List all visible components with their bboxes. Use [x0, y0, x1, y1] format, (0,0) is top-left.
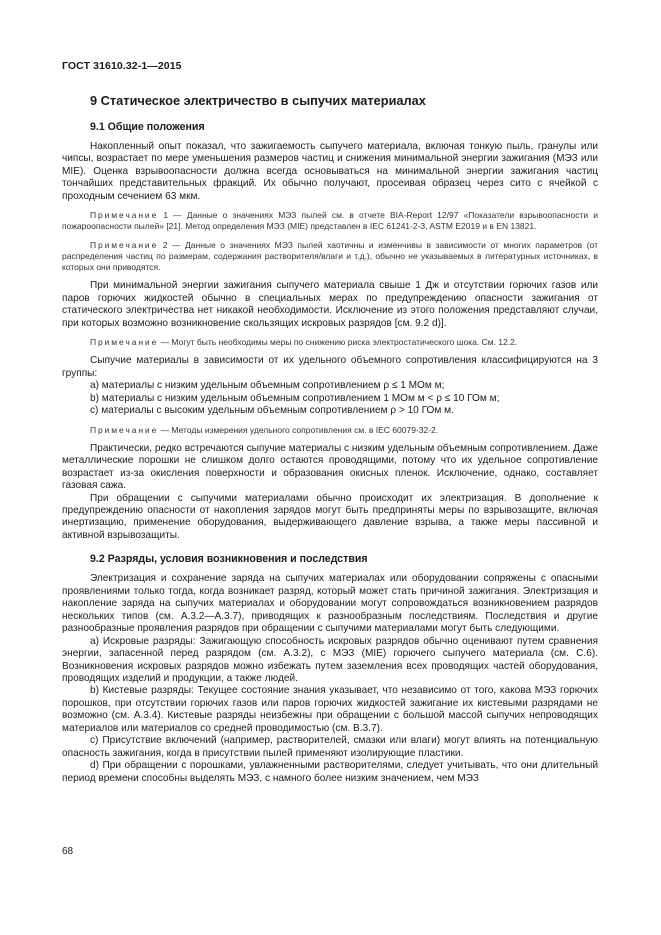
note-text: — Методы измерения удельного сопротивления см. в IEC 60079-32-2.	[158, 424, 439, 435]
paragraph: При минимальной энергии зажигания сыпучего материала свыше 1 Дж и отсутствии горючих газов или паров горючих жидкостей обычно в специальных мерах по предупреждению опасности зажигания от статического электричества нет никакой необходимости. Исключение из этого положения представляют случаи, при которых возможно возникновение скользящих искровых разрядов [см. 9.2 d)].	[62, 280, 598, 329]
note-text: — Могут быть необходимы меры по снижению риска электростатического шока. См. 12.2.	[158, 337, 518, 348]
list-item: c) материалы с высоким удельным объемным сопротивлением ρ > 10 ГОм м.	[90, 405, 454, 417]
note-4	[62, 425, 598, 436]
paragraph: Накопленный опыт показал, что зажигаемость сыпучего материала, включая тонкую пыль, гранулы или чипсы, возрастает по мере уменьшения размеров частиц и снижения минимальной энергии зажигания (МЭЗ или MIE). Оценка взрывоопасности должна всегда основываться на минимальной энергии зажигания частиц тончайших представительных фракций. Их обычно получают, просеивая образец через сито с ячейкой с проходным сечением 63 мкм.	[62, 141, 598, 202]
paragraph: c) Присутствие включений (например, растворителей, смазки или влаги) могут влиять на потенциальную опасность зажигания, когда в присутствии пылей применяют изолирующие пластики.	[62, 735, 598, 759]
list-item: a) материалы с низким удельным объемным сопротивлением ρ ≤ 1 МОм м;	[90, 380, 445, 392]
subsection-9-1-title: 9.1 Общие положения	[90, 121, 205, 133]
note-2	[62, 240, 598, 274]
paragraph: b) Кистевые разряды: Текущее состояние знания указывает, что независимо от того, какова МЭЗ горючих порошков, при отсутствии горючих газов или паров горючих жидкостей зажигание их кистевыми разрядами не возможно (см. А.3.4). Кистевые разряды неизбежны при обращении с большой массой сыпучих непроводящих материалов или материалов со средней проводимостью (см. В.3.7).	[62, 685, 598, 734]
note-label: Примечание	[90, 239, 159, 250]
subsection-9-2-title: 9.2 Разряды, условия возникновения и последствия	[90, 553, 368, 566]
note-label: Примечание	[90, 210, 159, 221]
note-3	[62, 337, 598, 348]
note-label: Примечание	[90, 424, 159, 435]
paragraph: При обращении с сыпучими материалами обычно происходит их электризация. В дополнение к предупреждению опасности от накопления зарядов могут быть предприняты меры по взрывозащите, включая инертизацию, применение оборудования, выдерживающего давление взрыва, а также меры пассивной и активной взрывозащиты.	[62, 492, 598, 541]
page-content	[62, 93, 598, 785]
document-header: ГОСТ 31610.32-1—2015	[62, 60, 182, 72]
page-number: 68	[62, 846, 74, 857]
paragraph: Электризация и сохранение заряда на сыпучих материалах или оборудовании сопряжены с опасными проявлениями только тогда, когда возникает разряд, который может стать причиной зажигания. Электризация и накопление заряда на сыпучих материалах и оборудовании могут сопровождаться возникновением разрядов нескольких типов (см. А.3.2—А.3.7), приводящих к разнообразным последствиям. Последствия и другие разнообразные проявления разрядов при обращении с сыпучими материалами могут быть следующими.	[62, 573, 598, 635]
section-title: 9 Статическое электричество в сыпучих материалах	[90, 93, 426, 108]
paragraph: Практически, редко встречаются сыпучие материалы с низким удельным объемным сопротивлением. Даже металлические порошки не слишком долго остаются проводящими, потому что их удельное сопротивление возрастает из-за окисления поверхности и образования окисных пленок. Исключение, однако, составляет газовая сажа.	[62, 442, 598, 492]
paragraph: Сыпучие материалы в зависимости от их удельного объемного сопротивления классифицируются на 3 группы:	[62, 355, 598, 379]
note-1	[62, 210, 598, 232]
list-item: b) материалы с низким удельным объемным сопротивлением 1 МОм м < ρ ≤ 10 ГОм м;	[90, 392, 500, 404]
paragraph: a) Искровые разряды: Зажигающую способность искровых разрядов обычно оценивают путем сравнения энергии, запасенной перед разрядом (см. А.3.2), с МЭЗ (MIE) горючего сыпучего материала (см. С.6). Возникновения искровых разрядов можно избежать путем заземления всех проводящих частей оборудования, проводящих изделий и продукции, а также людей.	[62, 635, 598, 685]
paragraph: d) При обращении с порошками, увлажненными растворителями, следует учитывать, что они длительный период времени способны выделять МЭЗ, с намного более низким значением, чем МЭЗ	[62, 760, 598, 784]
note-text: 1 — Данные о значениях МЭЗ пылей см. в отчете BIA-Report 12/97 «Показатели взрывоопасности и пожароопасности пылей» [21]. Метод определения МЭЗ (MIE) представлен в IEC 61241-2-3, ASTM E2019 и в EN 13821.	[62, 210, 598, 232]
note-label: Примечание	[90, 337, 159, 348]
note-text: 2 — Данные о значениях МЭЗ пылей хаотичны и изменчивы в зависимости от многих параметров (от распределения частиц по размерам, содержания растворителя/влаги и т.д.), обычно не указываемых в литературных источниках, в которых они приводятся.	[62, 239, 598, 273]
